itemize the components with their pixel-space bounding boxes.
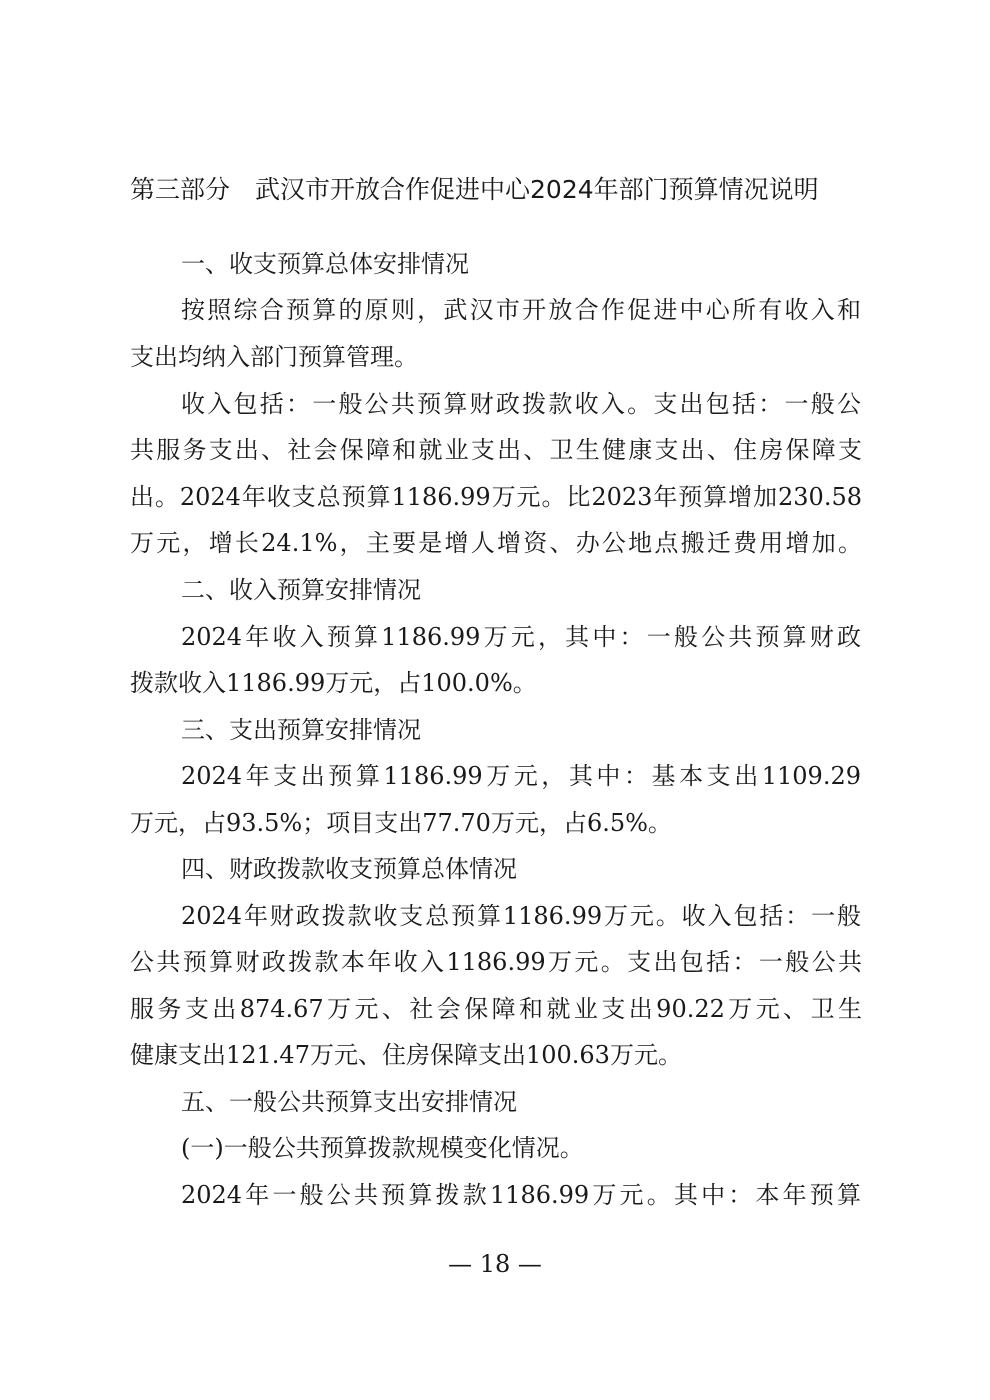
section-heading-5: 五、一般公共预算支出安排情况 — [181, 1088, 517, 1116]
paragraph-line: 共服务支出、社会保障和就业支出、卫生健康支出、住房保障支 — [130, 436, 862, 464]
paragraph-line: 2024年财政拨款收支总预算1186.99万元。收入包括：一般 — [181, 902, 861, 930]
paragraph-line: 服务支出874.67万元、社会保障和就业支出90.22万元、卫生 — [130, 995, 862, 1023]
paragraph-line: 公共预算财政拨款本年收入1186.99万元。支出包括：一般公共 — [130, 948, 862, 976]
paragraph-line: 支出均纳入部门预算管理。 — [130, 343, 418, 371]
paragraph-line: 出。2024年收支总预算1186.99万元。比2023年预算增加230.58 — [130, 483, 862, 511]
page-number: — 18 — — [448, 1250, 542, 1278]
paragraph-line: 2024年收入预算1186.99万元，其中：一般公共预算财政 — [181, 623, 861, 651]
section-heading-1: 一、收支预算总体安排情况 — [181, 250, 469, 278]
paragraph-line: 健康支出121.47万元、住房保障支出100.63万元。 — [130, 1041, 682, 1069]
section-heading-3: 三、支出预算安排情况 — [181, 716, 421, 744]
paragraph-line: 万元，增长24.1%，主要是增人增资、办公地点搬迁费用增加。 — [130, 529, 862, 557]
section-heading-4: 四、财政拨款收支预算总体情况 — [181, 855, 517, 883]
paragraph-line: 收入包括：一般公共预算财政拨款收入。支出包括：一般公 — [181, 390, 861, 418]
page-title: 第三部分 武汉市开放合作促进中心2024年部门预算情况说明 — [130, 175, 819, 204]
paragraph-line: 拨款收入1186.99万元，占100.0%。 — [130, 669, 537, 697]
section-heading-2: 二、收入预算安排情况 — [181, 576, 421, 604]
paragraph-line: 2024年支出预算1186.99万元，其中：基本支出1109.29 — [181, 762, 861, 790]
paragraph-line: 按照综合预算的原则，武汉市开放合作促进中心所有收入和 — [181, 296, 861, 324]
paragraph-line: 2024年一般公共预算拨款1186.99万元。其中：本年预算 — [181, 1181, 861, 1209]
paragraph-line: (一)一般公共预算拨款规模变化情况。 — [181, 1134, 584, 1162]
paragraph-line: 万元，占93.5%；项目支出77.70万元，占6.5%。 — [130, 809, 672, 837]
